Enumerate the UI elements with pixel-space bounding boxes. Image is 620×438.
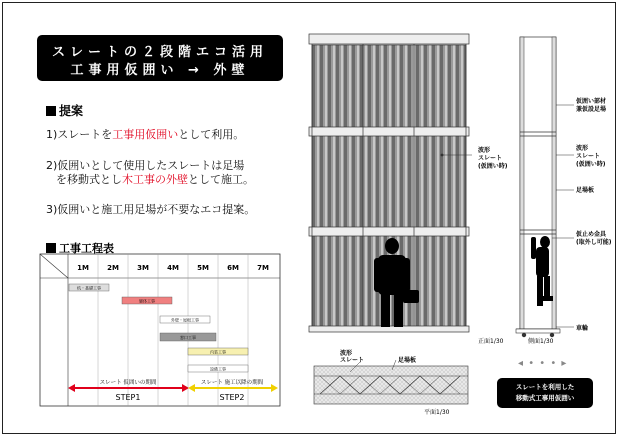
month-label: 6M: [227, 264, 239, 272]
month-label: 4M: [167, 264, 179, 272]
side-label-1a: 仮囲い部材: [576, 98, 607, 105]
front-label-wave: 波形: [478, 147, 491, 154]
title-line-1: スレートの２段階エコ活用: [51, 45, 268, 60]
plan-label-slate: スレート: [340, 357, 365, 364]
step1-label: STEP1: [115, 393, 141, 402]
side-label-2b: スレート: [576, 153, 601, 160]
wheel-icon: [522, 333, 526, 337]
month-label: 2M: [107, 264, 119, 272]
item1-after: として利用。: [178, 128, 245, 141]
plan-label-wave: 波形: [340, 350, 353, 357]
mobile-badge-line2: 移動式工事用仮囲い: [515, 394, 575, 402]
side-label-5: 車輪: [576, 325, 589, 332]
side-label-1b: 兼仮設足場: [576, 106, 607, 113]
move-arrows-icon: ◂ • • • ▸: [518, 358, 568, 369]
front-label-slate: スレート: [478, 155, 503, 162]
proposal-item-3: 3)仮囲いと施工用足場が不要なエコ提案。: [46, 203, 256, 216]
side-label-2a: 波形: [576, 145, 589, 152]
wheel-icon: [550, 333, 554, 337]
phase1-label: スレート 仮囲いの期間: [99, 380, 157, 386]
side-label-4b: (取外し可能): [576, 239, 612, 246]
mobile-badge: [497, 378, 593, 408]
plan-caption: 平面1/30: [424, 409, 450, 416]
front-label-temp: (仮囲い時): [478, 163, 508, 170]
item2-red: 木工事の外壁: [122, 173, 188, 186]
side-base: [516, 329, 560, 333]
front-caption: 正面1/30: [478, 338, 504, 345]
side-label-3: 足場板: [576, 187, 595, 194]
task-label: 躯体工事: [139, 298, 155, 304]
schedule-heading-text: 工事工程表: [59, 242, 114, 255]
item1-before: 1)スレートを: [46, 128, 113, 141]
month-label: 1M: [77, 264, 89, 272]
task-label: 窓口工事: [180, 335, 196, 340]
month-label: 7M: [257, 264, 269, 272]
plan-view: [314, 366, 468, 404]
side-label-2c: (仮囲い時): [576, 161, 606, 168]
month-label: 3M: [137, 264, 149, 272]
task-label: 外壁・屋根工事: [171, 317, 199, 323]
side-label-4a: 仮止め金具: [576, 231, 607, 238]
item2-after: として施工。: [188, 173, 254, 186]
plan-label-board: 足場板: [398, 357, 417, 364]
frame-beam-mid2: [309, 227, 469, 236]
mobile-badge-line1: スレートを利用した: [515, 383, 575, 391]
title-line-2: 工事用仮囲い → 外壁: [70, 63, 250, 78]
phase2-label: スレート 施工以降の期間: [200, 380, 264, 386]
side-caption: 側面1/30: [528, 338, 554, 345]
item2-before: を移動式とし: [56, 173, 122, 186]
task-label: 内装工事: [210, 349, 226, 355]
task-label: 設備工事: [210, 366, 226, 372]
task-label: 杭・基礎工事: [77, 285, 101, 291]
item1-red: 工事用仮囲い: [112, 128, 179, 141]
proposal-heading-text: 提案: [59, 104, 84, 118]
frame-beam-mid1: [309, 127, 469, 136]
frame-beam-top: [309, 34, 469, 44]
climbing-person-silhouette: [531, 236, 553, 306]
step2-label: STEP2: [219, 393, 245, 402]
month-label: 5M: [197, 264, 209, 272]
proposal-item-2-line1: 2)仮囲いとして使用したスレートは足場: [46, 159, 245, 172]
